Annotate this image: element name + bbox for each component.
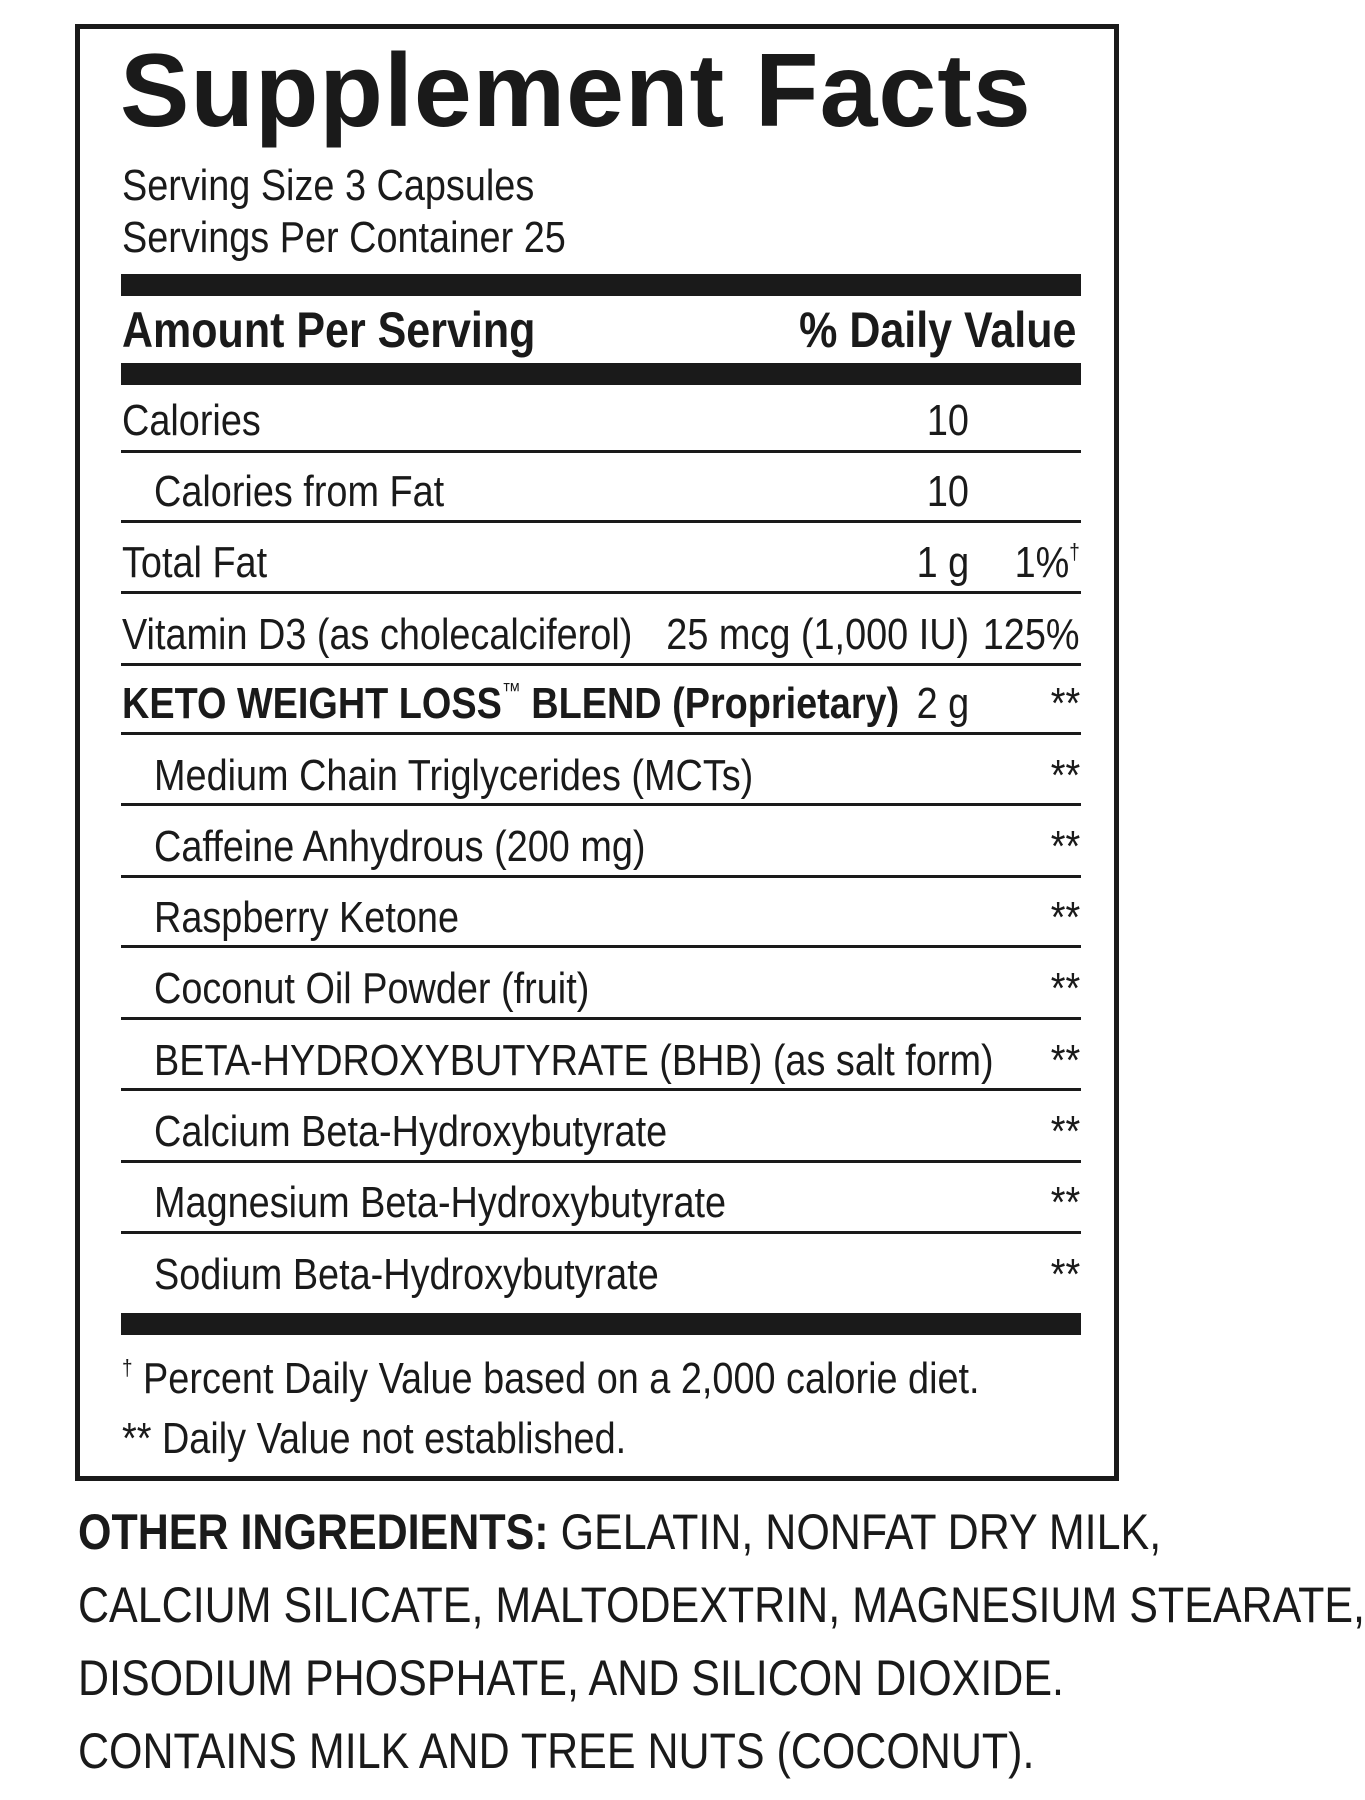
nutrient-row-calcium-bhb <box>121 1098 1081 1160</box>
nutrient-name: Total Fat <box>122 538 268 587</box>
other-ingredients-line-1 <box>78 1496 1162 1569</box>
nutrient-row-vitamin-d3 <box>121 601 1081 663</box>
dagger-symbol: † <box>122 1355 133 1380</box>
footnote-dagger-text: Percent Daily Value based on a 2,000 calorie diet. <box>143 1354 980 1403</box>
other-ingredients-text-1: GELATIN, NONFAT DRY MILK, <box>560 1504 1162 1560</box>
thick-divider-top <box>121 274 1081 296</box>
dagger-symbol: † <box>1069 539 1080 564</box>
nutrient-daily-value: ** <box>1050 1107 1080 1156</box>
nutrient-daily-value: ** <box>1050 1036 1080 1085</box>
row-divider <box>121 1017 1081 1020</box>
nutrient-row-bhb <box>121 1027 1081 1089</box>
other-ingredients-line-3: DISODIUM PHOSPHATE, AND SILICON DIOXIDE. <box>78 1650 1064 1706</box>
nutrient-name: BETA-HYDROXYBUTYRATE (BHB) (as salt form) <box>154 1036 994 1085</box>
servings-per-container: Servings Per Container 25 <box>122 213 566 262</box>
nutrient-row-magnesium-bhb <box>121 1169 1081 1231</box>
nutrient-daily-value: ** <box>1050 679 1080 728</box>
row-divider <box>121 732 1081 735</box>
nutrient-name: Vitamin D3 (as cholecalciferol) <box>122 610 633 659</box>
row-divider <box>121 945 1081 948</box>
blend-name-rest: BLEND (Proprietary) <box>520 679 900 728</box>
daily-value-header: % Daily Value <box>798 302 1076 358</box>
nutrient-row-blend <box>121 670 1081 732</box>
panel-title: Supplement Facts <box>120 33 1032 149</box>
nutrient-name: Magnesium Beta-Hydroxybutyrate <box>154 1178 727 1227</box>
nutrient-amount: 25 mcg (1,000 IU) <box>666 610 969 659</box>
nutrient-name: Calories <box>122 396 261 445</box>
amount-per-serving-header: Amount Per Serving <box>122 302 536 358</box>
row-divider <box>121 803 1081 806</box>
serving-size: Serving Size 3 Capsules <box>122 161 535 210</box>
nutrient-amount: 1 g <box>916 538 969 587</box>
other-ingredients <box>78 1496 1365 1788</box>
footnote-dagger <box>122 1354 980 1403</box>
nutrient-row-caffeine <box>121 813 1081 875</box>
nutrient-daily-value: ** <box>1050 1178 1080 1227</box>
nutrient-row-raspberry-ketone <box>121 884 1081 946</box>
thick-divider-header <box>121 363 1081 385</box>
row-divider <box>121 663 1081 666</box>
row-divider <box>121 591 1081 594</box>
nutrient-row-calories-from-fat <box>121 458 1081 520</box>
blend-name <box>122 678 900 728</box>
nutrient-row-mcts <box>121 742 1081 804</box>
row-divider <box>121 1088 1081 1091</box>
nutrient-name: Calcium Beta-Hydroxybutyrate <box>154 1107 668 1156</box>
other-ingredients-line-2: CALCIUM SILICATE, MALTODEXTRIN, MAGNESIUM STEARATE, <box>78 1577 1365 1633</box>
nutrient-amount: 10 <box>926 396 969 445</box>
row-divider <box>121 450 1081 453</box>
footnote-double-star: ** Daily Value not established. <box>122 1414 627 1463</box>
thick-divider-bottom <box>121 1313 1081 1335</box>
blend-name-main: KETO WEIGHT LOSS <box>122 679 502 728</box>
daily-value-percent: 1% <box>1014 538 1070 587</box>
trademark-symbol: ™ <box>501 678 521 703</box>
nutrient-daily-value: ** <box>1050 964 1080 1013</box>
nutrient-row-total-fat <box>121 529 1081 591</box>
nutrient-amount: 2 g <box>916 679 969 728</box>
nutrient-row-calories <box>121 387 1081 449</box>
row-divider <box>121 875 1081 878</box>
nutrient-daily-value: ** <box>1050 822 1080 871</box>
nutrient-amount: 10 <box>926 467 969 516</box>
nutrient-name: Medium Chain Triglycerides (MCTs) <box>154 751 754 800</box>
nutrient-row-coconut-oil-powder <box>121 955 1081 1017</box>
row-divider <box>121 1231 1081 1234</box>
nutrient-name: Calories from Fat <box>154 467 445 516</box>
nutrient-daily-value <box>1014 538 1080 587</box>
row-divider <box>121 520 1081 523</box>
nutrient-name: Coconut Oil Powder (fruit) <box>154 964 590 1013</box>
nutrient-row-sodium-bhb <box>121 1241 1081 1303</box>
row-divider <box>121 1160 1081 1163</box>
allergen-statement: CONTAINS MILK AND TREE NUTS (COCONUT). <box>78 1723 1035 1779</box>
nutrient-daily-value: ** <box>1050 751 1080 800</box>
nutrient-name: Raspberry Ketone <box>154 893 460 942</box>
nutrient-daily-value: ** <box>1050 1250 1080 1299</box>
nutrient-name: Caffeine Anhydrous (200 mg) <box>154 822 646 871</box>
nutrient-daily-value: 125% <box>983 610 1080 659</box>
supplement-facts-panel <box>75 24 1119 1481</box>
nutrient-name: Sodium Beta-Hydroxybutyrate <box>154 1250 659 1299</box>
nutrient-daily-value: ** <box>1050 893 1080 942</box>
other-ingredients-label: OTHER INGREDIENTS: <box>78 1504 549 1560</box>
